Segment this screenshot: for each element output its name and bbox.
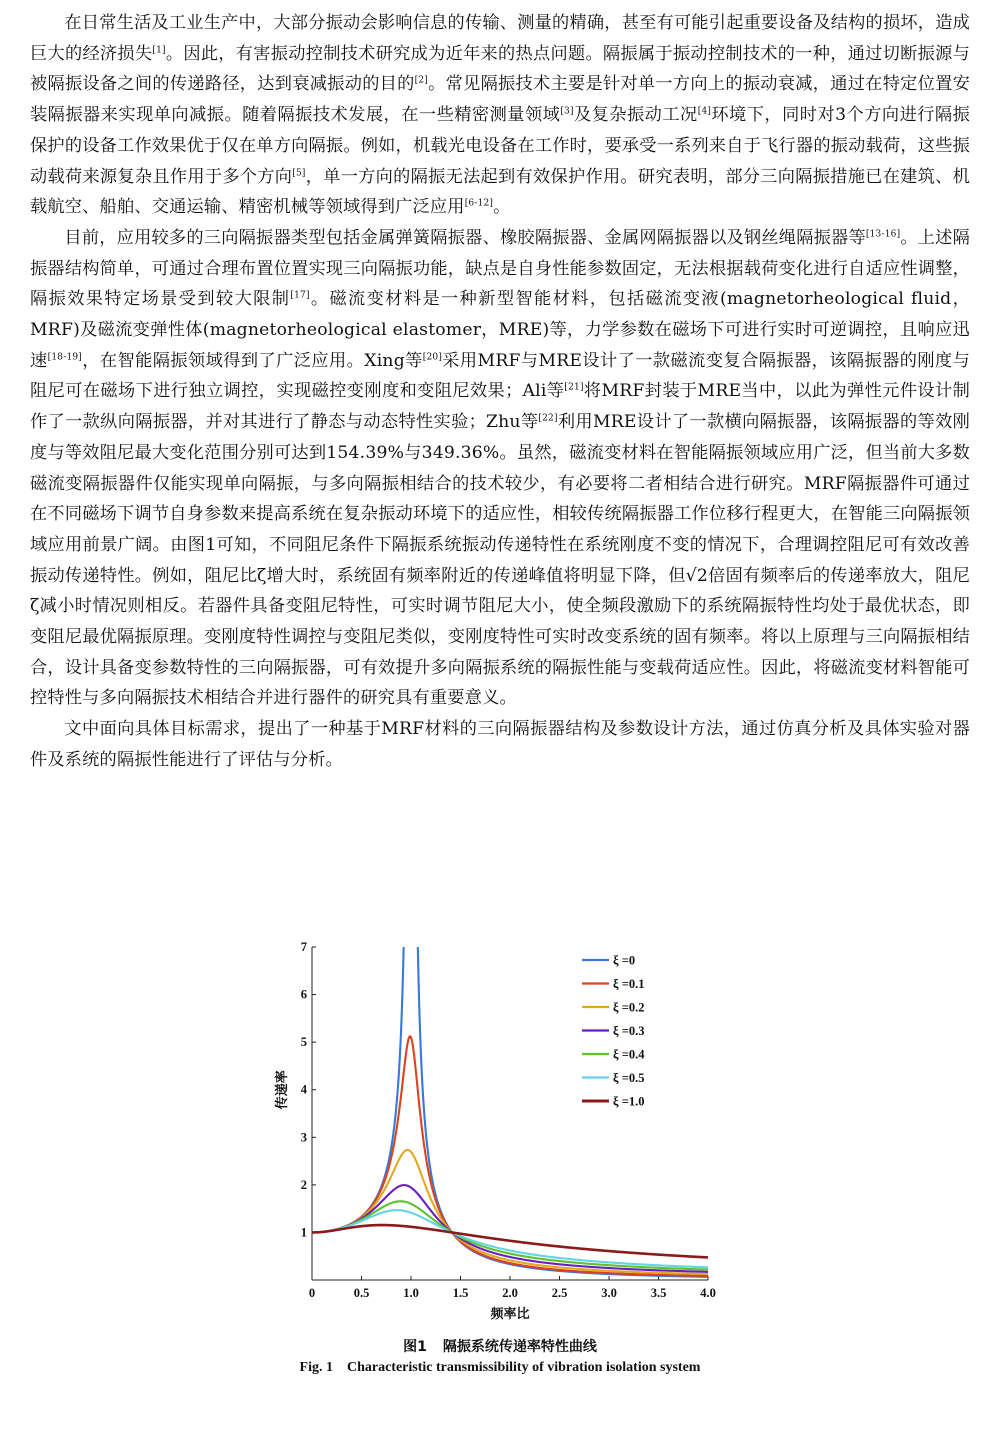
paragraph-2 — [30, 223, 970, 714]
text-run: 及复杂振动工况 — [573, 105, 698, 126]
text-run: 环境下，同时对3个方向进行隔振保护的设备工作效果优于仅在单方向隔振。例如，机载光电设备在工作时，要承受一系列来自于飞行器的振动载荷，这些振动载荷来源复杂且作用于多个方向 — [30, 105, 971, 187]
legend-label-0: ξ =0 — [613, 953, 636, 968]
citation-ref: [4] — [697, 106, 712, 117]
y-tick-label: 3 — [300, 1130, 307, 1145]
y-tick-label: 6 — [300, 987, 307, 1002]
transmissibility-chart — [260, 935, 740, 1335]
citation-ref: [17] — [290, 290, 310, 301]
x-tick-label: 2.5 — [551, 1286, 568, 1300]
figure-caption-en — [0, 1360, 1000, 1376]
curve-series-3 — [312, 1185, 708, 1272]
figure-1 — [260, 935, 740, 1355]
text-run: 。因此，有害振动控制技术研究成为近年来的热点问题。隔振属于振动控制技术的一种，通过切断振源与被隔振设备之间的传递路径，达到衰减振动的目的 — [30, 43, 970, 95]
y-tick-label: 4 — [300, 1082, 307, 1097]
x-tick-label: 1.5 — [452, 1286, 469, 1300]
figure-caption-zh-number: 图1 — [403, 1339, 427, 1355]
citation-ref: [1] — [152, 44, 166, 55]
text-run: 。常见隔振技术主要是针对单一方向上的振动衰减，通过在特定位置安装隔振器来实现单向减振。随着隔振技术发展，在一些精密测量领域 — [30, 74, 971, 126]
body-text — [30, 8, 970, 776]
legend-label-3: ξ =0.3 — [613, 1024, 645, 1038]
text-run: 。 — [493, 197, 511, 218]
text-run: 目前，应用较多的三向隔振器类型包括金属弹簧隔振器、橡胶隔振器、金属网隔振器以及钢丝绳隔振器等 — [64, 227, 866, 248]
legend-label-1: ξ =0.1 — [613, 977, 645, 991]
text-run: 利用MRE设计了一款横向隔振器，该隔振器的等效刚度与等效阻尼最大变化范围分别可达到154.39%与349.36%。虽然，磁流变材料在智能隔振领域应用广泛，但当前大多数磁流变隔振器件仅能实现单向隔振，与多向隔振相结合的技术较少，有必要将二者相结合进行研究。MRF隔振器件可通过在不同磁场下调节自身参数来提高系统在复杂振动环境下的适应性，相较传统隔振器工作位移行程更大，在智能三向隔振领域应用前景广阔。由图1可知，不同阻尼条件下隔振系统振动传递特性在系统刚度不变的情况下，合理调控阻尼可有效改善振动传递特性。例如，阻尼比ζ增大时，系统固有频率附近的传递峰值将明显下降，但√2倍固有频率后的传递率放大，阻尼ζ减小时情况则相反。若器件具备变阻尼特性，可实时调节阻尼大小，使全频段激励下的系统隔振特性均处于最优状态，即变阻尼最优隔振原理。变刚度特性调控与变阻尼类似，变刚度特性可实时改变系统的固有频率。将以上原理与三向隔振相结合，设计具备变参数特性的三向隔振器，可有效提升多向隔振系统的隔振性能与变载荷适应性。因此，将磁流变材料智能可控特性与多向隔振技术相结合并进行器件的研究具有重要意义。 — [30, 412, 971, 709]
x-tick-label: 0.5 — [353, 1286, 370, 1300]
y-tick-label: 2 — [300, 1177, 307, 1192]
citation-ref: [3] — [560, 106, 574, 117]
citation-ref: [6-12] — [464, 198, 494, 209]
citation-ref: [20] — [422, 352, 443, 362]
x-tick-label: 3.0 — [601, 1286, 617, 1300]
citation-ref: [2] — [414, 75, 429, 86]
y-tick-label: 1 — [300, 1225, 307, 1240]
text-run: ，单一方向的隔振无法起到有效保护作用。研究表明，部分三向隔振措施已在建筑、机载航空、船舶、交通运输、精密机械等领域得到广泛应用 — [30, 166, 970, 218]
x-tick-label: 4.0 — [700, 1286, 716, 1300]
legend-label-2: ξ =0.2 — [613, 1000, 645, 1015]
citation-ref: [13-16] — [865, 229, 901, 240]
x-tick-label: 0 — [308, 1286, 316, 1300]
text-run: 将MRF封装于MRE当中，以此为弹性元件设计制作了一款纵向隔振器，并对其进行了静态与动态特性实验；Zhu等 — [30, 381, 971, 433]
y-tick-label: 5 — [300, 1035, 307, 1050]
text-run: 在日常生活及工业生产中，大部分振动会影响信息的传输、测量的精确，甚至有可能引起重要设备及结构的损坏，造成巨大的经济损失 — [30, 13, 970, 64]
text-run: 采用MRF与MRE设计了一款磁流变复合隔振器，该隔振器的刚度与阻尼可在磁场下进行独立调控，实现磁控变刚度和变阻尼效果；Ali等 — [30, 350, 970, 402]
figure-caption-zh-text: 隔振系统传递率特性曲线 — [442, 1339, 597, 1355]
text-run: ，在智能隔振领域得到了广泛应用。Xing等 — [82, 350, 423, 371]
legend-label-6: ξ =1.0 — [613, 1094, 645, 1109]
citation-ref: [18-19] — [47, 352, 83, 362]
y-axis-title: 传递率 — [275, 1070, 290, 1110]
text-run: 。磁流变材料是一种新型智能材料，包括磁流变液(magnetorheological fluid，MRF)及磁流变弹性体(magnetorheological elastomer，MRE)等，力学参数在磁场下可进行实时可逆调控，且响应迅速 — [30, 289, 970, 371]
text-run: 文中面向具体目标需求，提出了一种基于MRF材料的三向隔振器结构及参数设计方法，通过仿真分析及具体实验对器件及系统的隔振性能进行了评估与分析。 — [30, 719, 970, 770]
x-tick-label: 1.0 — [403, 1286, 419, 1300]
paragraph-1 — [30, 8, 970, 223]
figure-caption-en-text: Characteristic transmissibility of vibration isolation system — [346, 1360, 701, 1375]
curve-series-5 — [312, 1210, 708, 1267]
x-tick-label: 3.5 — [650, 1286, 667, 1300]
figure-caption-en-number: Fig. 1 — [299, 1360, 333, 1375]
text-run: 。上述隔振器结构简单，可通过合理布置位置实现三向隔振功能，缺点是自身性能参数固定，无法根据载荷变化进行自适应性调整，隔振效果特定场景受到较大限制 — [30, 227, 970, 310]
paragraph-3 — [30, 714, 970, 775]
legend-label-5: ξ =0.5 — [613, 1071, 645, 1085]
citation-ref: [5] — [292, 167, 306, 178]
y-tick-label: 7 — [300, 940, 307, 954]
citation-ref: [21] — [564, 382, 584, 393]
legend-label-4: ξ =0.4 — [613, 1047, 645, 1062]
figure-caption-zh — [0, 1336, 1000, 1356]
x-axis-title: 频率比 — [490, 1307, 530, 1322]
x-tick-label: 2.0 — [502, 1286, 518, 1300]
citation-ref: [22] — [538, 413, 558, 424]
